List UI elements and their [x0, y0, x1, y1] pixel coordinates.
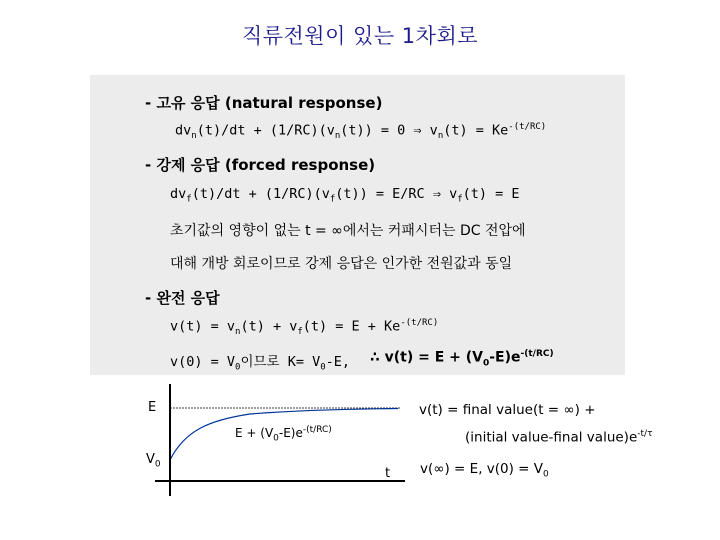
x-axis [155, 480, 405, 482]
natural-heading: - 고유 응답 (natural response) [145, 94, 383, 112]
natural-equation: $dv_n(t)/dt + (1/RC)(v_n(t)) = 0$ ⇒ $v_n(t) = Ke^{-(t/RC)}$ [175, 122, 547, 142]
complete-equation-1: $v(t) = v_n(t) + v_f(t) = E + Ke^{-(t/RC)}$ [170, 318, 439, 338]
complete-equation-2: $v(0) = V_0$이므로 $K= V_0-E$, [170, 354, 351, 373]
forced-note-line1: 초기값의 영향이 없는 t = ∞에서는 커패시터는 DC 전압에 [170, 223, 526, 239]
graph-label-E: E [148, 400, 157, 415]
graph-label-t: t [385, 466, 391, 481]
complete-heading: - 완전 응답 [145, 289, 220, 307]
forced-heading: - 강제 응답 (forced response) [145, 156, 376, 174]
final-value-line2: (initial value-final $value)e^{-t/\tau}$ [465, 429, 653, 446]
complete-result: ∴ $v(t) = E + (V_0-E)e^{-(t/RC)}$ [370, 349, 554, 369]
graph-label-V0: $V_0$ [146, 452, 161, 470]
final-value-line1: v(t) = final value(t = ∞) + [419, 402, 596, 418]
final-value-line3: v(∞) = E, $v(0) = V_0$ [420, 461, 549, 480]
forced-equation: $dv_f(t)/dt + (1/RC)(v_f(t)) = E/RC$ ⇒ $v_f(t) = E$ [170, 186, 520, 205]
graph-curve-label: $E + (V_0-E)e^{-(t/RC)}$ [235, 425, 332, 444]
forced-note-line2: 대해 개방 회로이므로 강제 응답은 인가한 전원값과 동일 [170, 256, 513, 272]
page-title: 직류전원이 있는 1차회로 [241, 24, 479, 48]
